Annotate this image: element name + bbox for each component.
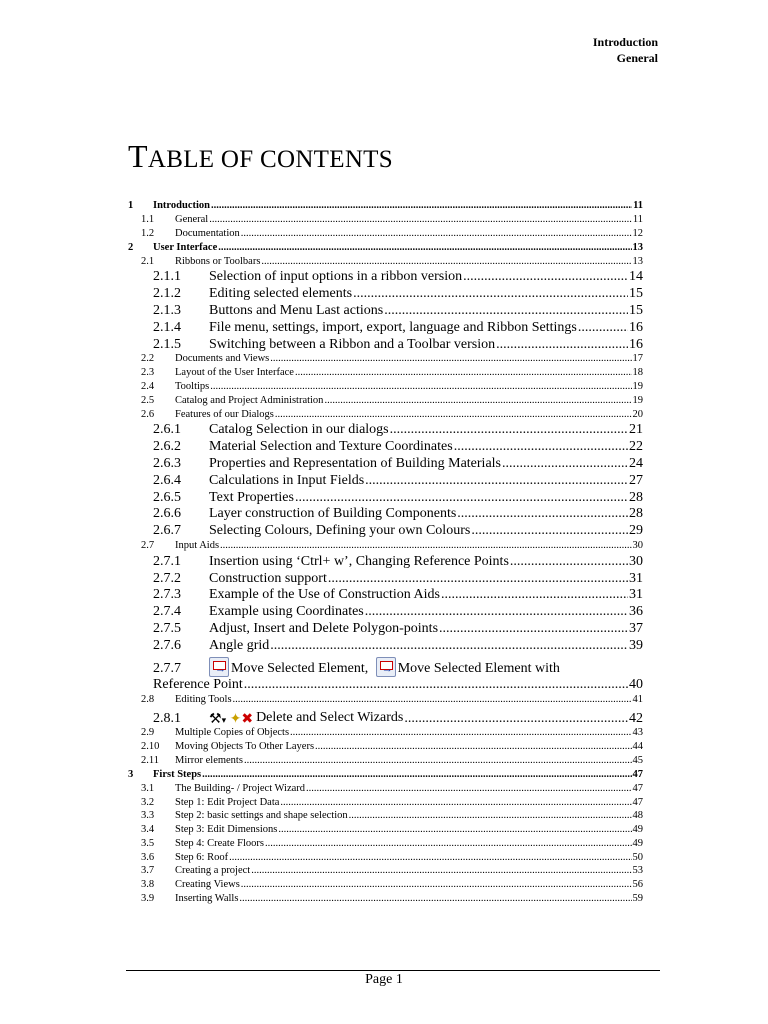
toc-entry-label-cont: Reference Point [153,676,243,692]
toc-entry-number: 2 [128,241,134,253]
toc-leader [233,694,632,705]
toc-entry-2-1[interactable] [128,256,643,270]
toc-entry-1-1[interactable] [128,214,643,228]
toc-leader [457,506,628,522]
toc-entry-label [209,657,560,677]
move-element-icon [209,657,229,677]
toc-entry-label: Buttons and Menu Last actions [209,302,384,318]
toc-entry-page: 39 [629,637,643,653]
toc-leader [471,523,628,539]
toc-entry-label: The Building- / Project Wizard [175,782,306,794]
toc-entry-2-10[interactable] [128,741,643,755]
toc-entry-page: 42 [629,711,643,727]
toc-entry-3-7[interactable] [128,865,643,879]
toc-entry-2-8-1[interactable] [128,707,643,727]
toc-entry-number: 2.6.2 [153,439,181,455]
delete-wizard-icon: ✖ [241,712,254,728]
toc-entry-label: Switching between a Ribbon and a Toolbar version [209,336,496,352]
toc-entry-label [209,710,403,727]
toc-entry-number: 3.7 [141,865,155,877]
toc-leader [261,256,631,267]
toc-entry-2-1-1[interactable] [128,269,643,286]
toc-entry-label: Catalog and Project Administration [175,394,324,406]
toc-entry-label: Layer construction of Building Components [209,506,457,522]
toc-leader [270,638,628,654]
toc-entry-label: Step 1: Edit Project Data [175,796,280,808]
toc-entry-page: 45 [632,754,643,766]
toc-leader [439,621,628,637]
toc-entry-2-6[interactable] [128,409,643,423]
toc-leader [241,228,632,239]
toc-entry-label: Tooltips [175,380,210,392]
toc-leader [290,727,631,738]
toc-entry-label: Step 2: basic settings and shape selection [175,810,348,822]
toc-entry-label: Documents and Views [175,353,270,365]
header-chapter: Introduction [592,35,658,49]
toc-entry-3-4[interactable] [128,824,643,838]
toc-leader [404,711,628,727]
toc-entry-page: 16 [629,336,643,352]
table-of-contents [128,200,643,907]
toc-leader [463,269,628,285]
toc-entry-2-6-6[interactable] [128,506,643,523]
toc-entry-2-6-3[interactable] [128,456,643,473]
toc-entry-label: Insertion using ‘Ctrl+ w’, Changing Reference Points [209,553,509,569]
toc-entry-2-7-7-continuation[interactable] [128,677,643,694]
toc-entry-page: 53 [632,865,643,877]
toc-entry-label: Text Properties [209,489,294,505]
toc-leader [280,797,631,808]
toc-entry-number: 2.7.1 [153,553,181,569]
toc-entry-page: 47 [632,796,643,808]
toc-entry-label: Creating Views [175,879,240,891]
toc-entry-number: 2.5 [141,394,155,406]
toc-leader [390,422,628,438]
toc-entry-page: 17 [632,353,643,365]
toc-entry-number: 2.1.3 [153,302,181,318]
toc-entry-number: 3.6 [141,851,155,863]
toc-entry-label: Multiple Copies of Objects [175,727,290,739]
toc-entry-2-1-5[interactable] [128,337,643,354]
toc-entry-2-2[interactable] [128,353,643,367]
toc-entry-number: 3.1 [141,782,155,794]
toc-entry-page: 36 [629,604,643,620]
toc-entry-label: Features of our Dialogs [175,408,274,420]
toc-entry-page: 24 [629,455,643,471]
toc-entry-page: 28 [629,506,643,522]
toc-leader [211,200,632,211]
toc-entry-label-part2: Move Selected Element with [397,660,560,676]
toc-entry-number: 2.7.6 [153,637,181,653]
toc-entry-label: General [175,214,209,225]
toc-entry-label: Inserting Walls [175,893,239,905]
toc-entry-label: Ribbons or Toolbars [175,255,261,267]
toc-entry-label: Selecting Colours, Defining your own Colours [209,523,471,539]
toc-entry-number: 2.9 [141,727,155,739]
toc-entry-number: 3.3 [141,810,155,822]
toc-entry-page: 41 [632,693,643,705]
toc-entry-number: 2.7.2 [153,570,181,586]
toc-entry-2-7[interactable] [128,540,643,554]
toc-entry-2-5[interactable] [128,395,643,409]
toc-entry-page: 30 [629,553,643,569]
toc-entry-page: 15 [629,286,643,302]
footer-rule [126,970,660,971]
toc-entry-page: 59 [632,893,643,905]
toc-entry-label: Editing selected elements [209,286,353,302]
toc-entry-number: 3.4 [141,824,155,836]
toc-entry-label: Construction support [209,570,327,586]
toc-entry-page: 11 [633,200,643,211]
toc-entry-number: 2.7.5 [153,620,181,636]
toc-entry-number: 2.1.5 [153,336,181,352]
toc-entry-number: 2.4 [141,380,155,392]
tools-icon: ⚒ [209,712,222,728]
toc-leader [244,677,628,693]
toc-entry-label: User Interface [153,241,218,253]
toc-leader [502,456,628,472]
toc-entry-page: 16 [629,319,643,335]
toc-entry-number: 2.7.7 [153,660,181,676]
toc-entry-label: Documentation [175,227,240,239]
toc-leader [384,303,628,319]
toc-entry-number: 2.3 [141,367,155,379]
toc-entry-2-7-5[interactable] [128,621,643,638]
toc-leader [275,409,632,420]
toc-entry-number: 2.6.3 [153,455,181,471]
toc-entry-label-text: Delete and Select Wizards [256,710,404,726]
toc-leader [251,865,631,876]
toc-entry-page: 11 [632,214,643,225]
toc-entry-label: Adjust, Insert and Delete Polygon-points [209,620,439,636]
toc-entry-2-6-2[interactable] [128,439,643,456]
toc-leader [241,879,632,890]
toc-entry-3-6[interactable] [128,852,643,866]
toc-entry-label: Moving Objects To Other Layers [175,741,315,753]
toc-entry-page: 19 [632,394,643,406]
toc-leader [578,320,628,336]
toc-entry-page: 44 [632,741,643,753]
toc-entry-number: 2.10 [141,741,160,753]
toc-entry-page: 49 [632,824,643,836]
toc-entry-label: File menu, settings, import, export, language and Ribbon Settings [209,319,577,335]
toc-entry-3-5[interactable] [128,838,643,852]
toc-entry-number: 2.7.3 [153,587,181,603]
toc-entry-page: 49 [632,837,643,849]
toc-entry-label: Selection of input options in a ribbon version [209,269,463,285]
toc-leader [496,337,628,353]
toc-leader [210,381,631,392]
header-section: General [616,51,658,65]
toc-entry-page: 47 [632,768,643,780]
toc-entry-1[interactable] [128,200,643,214]
toc-leader [365,473,628,489]
toc-entry-page: 12 [632,227,643,239]
toc-entry-page: 13 [632,255,643,267]
toc-entry-number: 2.6.1 [153,422,181,438]
toc-entry-number: 2.6.6 [153,506,181,522]
toc-entry-page: 21 [629,422,643,438]
toc-entry-label: Editing Tools [175,693,232,705]
toc-entry-page: 28 [629,489,643,505]
toc-entry-2-8[interactable] [128,694,643,708]
title-rest: ABLE OF CONTENTS [147,146,393,173]
toc-entry-page: 37 [629,620,643,636]
toc-entry-2-7-7[interactable] [128,655,643,677]
toc-entry-3-1[interactable] [128,783,643,797]
toc-entry-number: 2.1 [141,255,155,267]
toc-entry-number: 2.6 [141,408,155,420]
toc-leader [220,540,631,551]
toc-entry-label: Step 6: Roof [175,851,229,863]
toc-leader [270,353,631,364]
toc-entry-page: 31 [629,570,643,586]
toc-entry-2-6-1[interactable] [128,422,643,439]
toc-entry-label: Input Aids [175,539,220,551]
toc-entry-2-4[interactable] [128,381,643,395]
toc-entry-number: 2.8 [141,693,155,705]
toc-entry-3[interactable] [128,769,643,783]
toc-entry-2-6-4[interactable] [128,473,643,490]
toc-entry-2-1-2[interactable] [128,286,643,303]
toc-entry-2-7-3[interactable] [128,587,643,604]
toc-entry-page: 43 [632,727,643,739]
toc-entry-number: 2.2 [141,353,155,365]
toc-entry-page: 56 [632,879,643,891]
toc-entry-2-11[interactable] [128,755,643,769]
toc-entry-page: 29 [629,523,643,539]
running-header [593,34,658,66]
toc-entry-number: 3.5 [141,837,155,849]
toc-entry-number: 3.8 [141,879,155,891]
toc-entry-2-6-5[interactable] [128,490,643,507]
toc-entry-3-9[interactable] [128,893,643,907]
toc-entry-label: Example of the Use of Construction Aids [209,587,440,603]
toc-entry-page: 18 [632,367,643,379]
toc-entry-label: First Steps [153,768,202,780]
toc-entry-label: Mirror elements [175,754,243,766]
toc-entry-number: 2.6.5 [153,489,181,505]
toc-leader [328,571,628,587]
toc-entry-number: 2.6.7 [153,523,181,539]
toc-entry-number: 1 [128,200,134,211]
toc-entry-page: 19 [632,380,643,392]
toc-leader [324,395,631,406]
toc-entry-3-2[interactable] [128,797,643,811]
toc-entry-number: 1.1 [141,214,155,225]
toc-entry-2-7-2[interactable] [128,571,643,588]
toc-entry-page: 13 [632,241,643,253]
toc-entry-label: Layout of the User Interface [175,367,294,379]
toc-entry-number: 3.2 [141,796,155,808]
toc-entry-label: Properties and Representation of Building Materials [209,455,501,471]
toc-part-2 [128,727,643,907]
toc-entry-page: 50 [632,851,643,863]
toc-entry-2-6-7[interactable] [128,523,643,540]
toc-leader [349,810,632,821]
toc-leader [229,852,631,863]
toc-entry-label: Material Selection and Texture Coordinates [209,439,453,455]
toc-entry-number: 2.7 [141,539,155,551]
toc-entry-label: Calculations in Input Fields [209,472,365,488]
move-element-reference-icon [376,657,396,677]
toc-entry-page: 20 [632,408,643,420]
toc-leader [295,367,632,378]
toc-entry-number: 1.2 [141,227,155,239]
toc-leader [202,769,631,780]
toc-entry-3-3[interactable] [128,810,643,824]
toc-entry-label: Introduction [153,200,210,211]
page-number: Page 1 [365,972,403,987]
toc-entry-2-1-4[interactable] [128,320,643,337]
toc-entry-2-1-3[interactable] [128,303,643,320]
toc-entry-label: Step 4: Create Floors [175,837,264,849]
title-initial: T [128,138,148,174]
toc-entry-2[interactable] [128,242,643,256]
toc-entry-number: 2.1.1 [153,269,181,285]
toc-leader [353,286,628,302]
toc-entry-number: 2.7.4 [153,604,181,620]
toc-leader [209,214,632,225]
toc-entry-page: 22 [629,439,643,455]
toc-entry-page: 14 [629,269,643,285]
toc-entry-label: Step 3: Edit Dimensions [175,824,278,836]
toc-entry-page: 15 [629,302,643,318]
toc-entry-label: Example using Coordinates [209,604,364,620]
toc-leader [365,604,628,620]
toc-entry-page: 30 [632,539,643,551]
toc-entry-number: 2.8.1 [153,711,181,727]
toc-entry-2-7-6[interactable] [128,638,643,655]
toc-entry-number: 2.1.4 [153,319,181,335]
toc-leader [218,242,631,253]
toc-entry-label: Creating a project [175,865,251,877]
toc-leader [306,783,631,794]
toc-entry-page: 40 [629,676,643,692]
toc-entry-number: 2.6.4 [153,472,181,488]
toc-entry-2-7-4[interactable] [128,604,643,621]
toc-leader [510,554,628,570]
toc-entry-page: 27 [629,472,643,488]
toc-entry-label: Angle grid [209,637,270,653]
toc-leader [278,824,631,835]
toc-entry-number: 3 [128,768,134,780]
dropdown-arrow-icon: ▾ [221,715,227,726]
toc-entry-number: 2.1.2 [153,286,181,302]
toc-leader [454,439,628,455]
toc-leader [295,490,628,506]
toc-entry-2-3[interactable] [128,367,643,381]
toc-leader [315,741,631,752]
toc-entry-page: 31 [629,587,643,603]
toc-entry-page: 47 [632,782,643,794]
select-wizard-icon: ✦ [229,712,242,728]
toc-entry-label: Catalog Selection in our dialogs [209,422,389,438]
toc-entry-page: 48 [632,810,643,822]
toc-entry-3-8[interactable] [128,879,643,893]
toc-entry-number: 2.11 [141,754,159,766]
page-title [128,138,393,175]
toc-entry-label-part1: Move Selected Element, [231,660,369,676]
toc-leader [239,893,631,904]
toc-entry-2-9[interactable] [128,727,643,741]
toc-leader [265,838,632,849]
toc-entry-1-2[interactable] [128,228,643,242]
toc-entry-2-7-1[interactable] [128,554,643,571]
toc-leader [244,755,632,766]
toc-entry-number: 3.9 [141,893,155,905]
toc-leader [441,587,628,603]
toc-part-1 [128,200,643,655]
